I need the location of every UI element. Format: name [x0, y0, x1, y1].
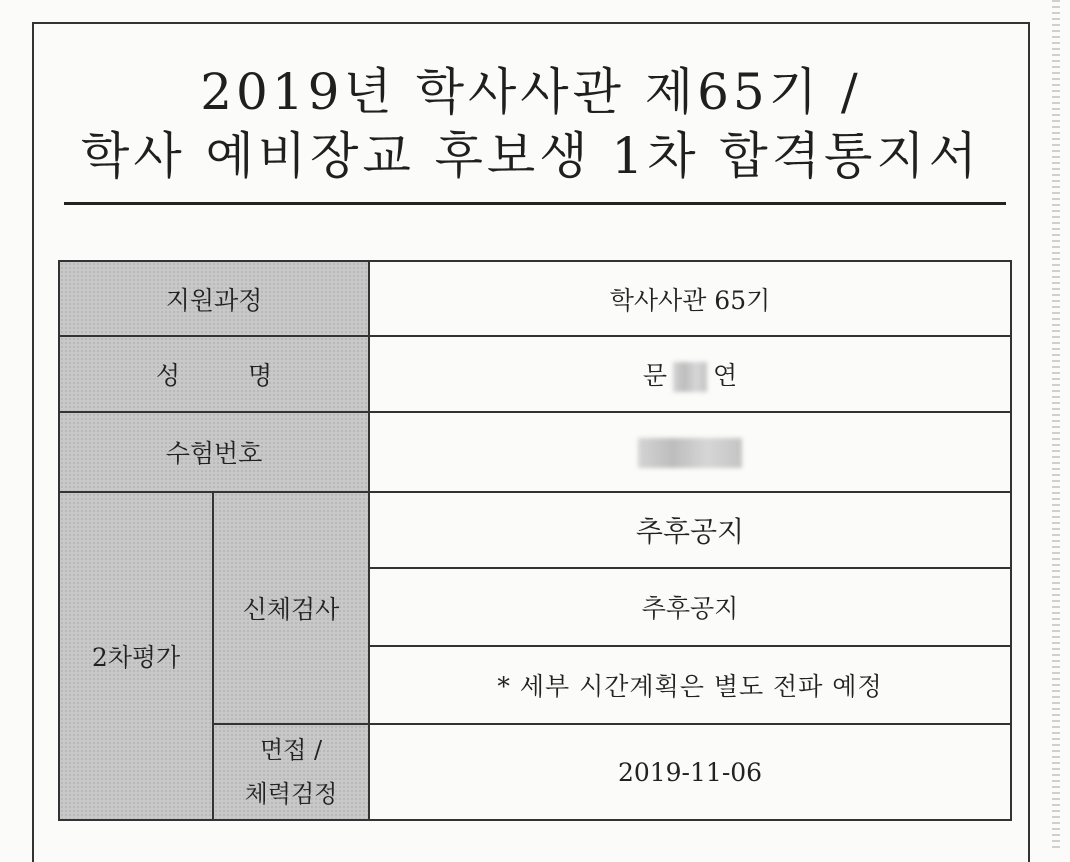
- row-course: [59, 261, 1011, 336]
- name-first-char: 문: [642, 360, 668, 390]
- redacted-exam-number: [638, 438, 742, 468]
- physical-exam-value-2: 추후공지: [369, 568, 1011, 646]
- title-divider: [64, 202, 1006, 205]
- document-title: [34, 60, 1028, 188]
- interview-date-value: 2019-11-06: [369, 724, 1011, 820]
- notice-page: [32, 22, 1030, 862]
- physical-exam-value-1: 추후공지: [369, 492, 1011, 568]
- course-label: 지원과정: [59, 261, 369, 336]
- interview-label-line-2: 체력검정: [244, 780, 338, 808]
- row-exam-no: [59, 412, 1011, 492]
- interview-fitness-label: [213, 724, 369, 820]
- exam-no-value: [369, 412, 1011, 492]
- name-label: 성 명: [59, 336, 369, 412]
- result-table: [58, 260, 1012, 821]
- second-eval-label: 2차평가: [59, 492, 213, 820]
- name-value: [369, 336, 1011, 412]
- schedule-note: * 세부 시간계획은 별도 전파 예정: [369, 646, 1011, 724]
- title-line-2: 학사 예비장교 후보생 1차 합격통지서: [81, 127, 981, 185]
- physical-exam-label: 신체검사: [213, 492, 369, 724]
- redacted-name-part: [673, 362, 707, 392]
- row-name: [59, 336, 1011, 412]
- page-edge-perforation: [1052, 0, 1060, 849]
- name-last-char: 연: [713, 360, 738, 390]
- title-line-1: 2019년 학사사관 제65기 /: [200, 63, 862, 121]
- row-physical-1: [59, 492, 1011, 568]
- exam-no-label: 수험번호: [59, 412, 369, 492]
- interview-label-line-1: 면접 /: [259, 736, 323, 764]
- course-value: 학사사관 65기: [369, 261, 1011, 336]
